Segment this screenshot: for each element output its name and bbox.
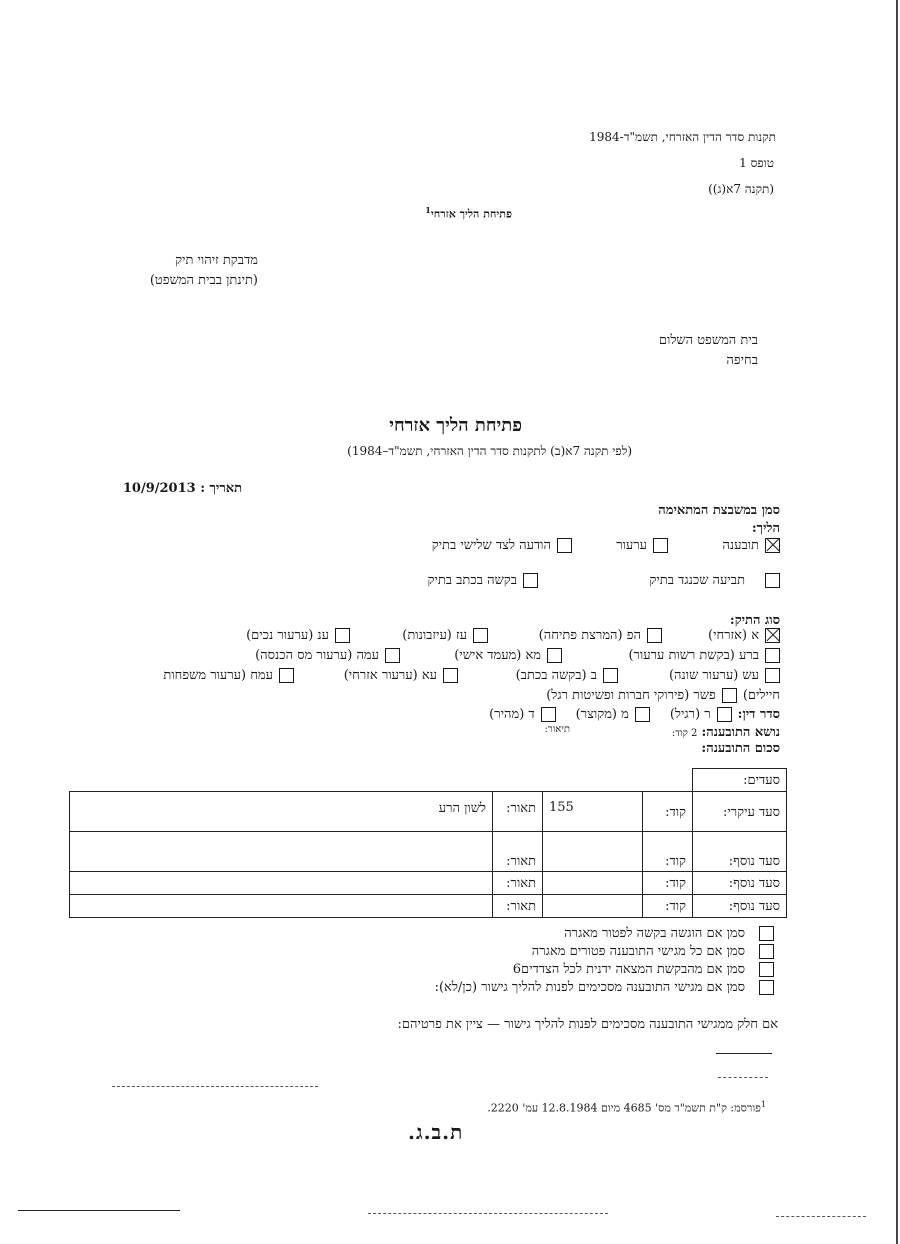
mediation-consent-checkbox[interactable]	[759, 980, 774, 995]
case-type-personal-status-checkbox[interactable]	[547, 648, 562, 663]
mediation-consent-option[interactable]	[435, 979, 774, 995]
publisher-logo-text: ת.ב.ג.	[408, 1120, 464, 1144]
all-exempt-label: סמן אם כל מגישי התובענה פטורים מאגרה	[531, 944, 745, 959]
table-row	[70, 792, 787, 832]
case-type-civil-appeal-label: עא (ערעור אזרחי)	[343, 668, 437, 683]
small-title-text: פתיחת הליך אזרחי	[430, 207, 512, 221]
mediation-consent-label: סמן אם מגישי התובענה מסכימים לפנות להליך גישור (כן/לא):	[434, 980, 745, 995]
ground-desc-label: תאור:	[493, 895, 543, 918]
ground-desc-value[interactable]	[70, 895, 493, 918]
ground-code-value[interactable]	[543, 872, 643, 895]
procedure-label: סדר דין:	[737, 707, 780, 722]
ground-desc-label: תאור:	[493, 832, 543, 872]
subject-row	[672, 724, 780, 740]
amount-label: סכום התובענה:	[701, 741, 780, 756]
subject-label: נושא התובענה:	[701, 725, 780, 740]
scan-edge	[896, 0, 898, 1244]
footnote-text: פורסמ: ק"ת תשמ"ד מס' 4685 מיום 12.8.1984 עמ' 2220.	[487, 1101, 761, 1115]
case-type-leave-appeal-label: ברע (בקשת רשות ערעור)	[628, 648, 759, 663]
case-type-income-tax-appeal-checkbox[interactable]	[385, 648, 400, 663]
manual-service-label: סמן אם מהבקשת המצאה ידנית לכל הצדדים6	[512, 962, 745, 977]
case-type-disabled-appeal-checkbox[interactable]	[335, 628, 350, 643]
fill-line-dashed	[718, 1077, 768, 1078]
sticker-label: מדבקת זיהוי תיק	[175, 253, 258, 268]
page-subtitle: (לפי תקנה 7א(ב) לתקנות סדר הדין האזרחי, תשמ"ד–1984)	[347, 444, 632, 458]
grounds-table	[69, 768, 787, 918]
procedure-summary-label: מ (מקוצר)	[575, 707, 629, 722]
proceeding-claim-option[interactable]	[722, 537, 780, 553]
subject-code-label: 2 קוד:	[671, 728, 698, 739]
procedure-summary-checkbox[interactable]	[635, 707, 650, 722]
subject-description-label: תיאור:	[544, 724, 570, 735]
publisher-logo	[408, 1120, 463, 1145]
proceeding-appeal-checkbox[interactable]	[653, 538, 668, 553]
proceeding-appeal-label: ערעור	[616, 538, 647, 553]
manual-service-checkbox[interactable]	[759, 962, 774, 977]
mediation-note: אם חלק ממגישי התובענה מסכימים לפנות להליך גישור — ציין את פרטיהם:	[397, 1017, 778, 1032]
regulation-line: תקנות סדר הדין האזרחי, תשמ"ד-1984	[589, 130, 776, 144]
procedure-fast-label: ד (מהיר)	[489, 707, 535, 722]
footnote-mark: 1	[760, 1100, 766, 1109]
proceeding-appeal-option[interactable]	[616, 537, 668, 553]
ground-kind: סעד עיקרי:	[693, 792, 787, 832]
small-title	[425, 205, 512, 221]
case-type-disabled-appeal-label: ענ (ערעור נכים)	[246, 628, 329, 643]
form-number: טופס 1	[739, 156, 774, 170]
case-type-civil-appeal-checkbox[interactable]	[443, 668, 458, 683]
footnote	[487, 1100, 766, 1115]
table-row	[70, 895, 787, 918]
ground-code-value[interactable]	[543, 895, 643, 918]
case-type-written-request-option[interactable]	[516, 667, 618, 683]
procedure-fast-checkbox[interactable]	[541, 707, 556, 722]
regulation-ref: (תקנה 7א(ג))	[708, 182, 774, 196]
separator-line	[112, 1086, 318, 1087]
ground-desc-value[interactable]: לשון הרע	[70, 792, 493, 832]
ground-kind: סעד נוסף:	[693, 832, 787, 872]
ground-code-label: קוד:	[643, 872, 693, 895]
manual-service-option[interactable]	[513, 961, 774, 977]
procedure-regular-checkbox[interactable]	[717, 707, 732, 722]
proceeding-written-request-label: בקשה בכתב בתיק	[427, 573, 517, 588]
case-type-liquidation-label: פשר (פירוקי חברות ופשיטות רגל)	[546, 688, 716, 703]
ground-kind: סעד נוסף:	[693, 895, 787, 918]
ground-kind: סעד נוסף:	[693, 872, 787, 895]
proceeding-third-party-checkbox[interactable]	[557, 538, 572, 553]
date-row	[123, 480, 242, 496]
bottom-edge-line	[18, 1210, 180, 1211]
case-type-written-request-checkbox[interactable]	[603, 668, 618, 683]
case-type-civil-option[interactable]	[708, 627, 780, 643]
fee-exemption-request-checkbox[interactable]	[759, 926, 774, 941]
case-type-liquidation-checkbox[interactable]	[722, 688, 737, 703]
proceeding-written-request-checkbox[interactable]	[523, 573, 538, 588]
date-label: תאריך :	[200, 481, 242, 496]
case-type-civil-checkbox[interactable]	[765, 628, 780, 643]
table-row	[70, 832, 787, 872]
fee-exemption-request-option[interactable]	[564, 925, 774, 941]
small-title-footnote-mark: 1	[425, 205, 431, 215]
case-type-estates-checkbox[interactable]	[473, 628, 488, 643]
ground-desc-label: תאור:	[493, 792, 543, 832]
case-type-label: סוג התיק:	[729, 613, 780, 628]
proceeding-third-party-label: הודעה לצד שלישי בתיק	[431, 538, 551, 553]
case-type-leave-appeal-option[interactable]	[628, 647, 780, 663]
grounds-header: סעדים:	[693, 769, 787, 792]
ground-desc-value[interactable]	[70, 832, 493, 872]
fill-line	[716, 1053, 772, 1054]
proceeding-claim-checkbox[interactable]	[765, 538, 780, 553]
case-type-families-appeal-label: עמח (ערעור משפחות	[163, 668, 273, 683]
case-type-personal-status-option[interactable]	[454, 647, 562, 663]
case-type-disabled-appeal-option[interactable]	[246, 627, 350, 643]
case-type-misc-appeal-label: עש (ערעור שונה)	[668, 668, 759, 683]
proceeding-third-party-option[interactable]	[432, 537, 572, 553]
case-type-soldiers-option[interactable]	[546, 687, 780, 703]
ground-desc-label: תאור:	[493, 872, 543, 895]
ground-code-label: קוד:	[643, 895, 693, 918]
case-type-soldiers-label: חיילים)	[742, 688, 780, 703]
ground-desc-value[interactable]	[70, 872, 493, 895]
table-row	[70, 872, 787, 895]
fee-exemption-request-label: סמן אם הוגשה בקשה לפטור מאגרה	[564, 926, 745, 941]
proceeding-claim-label: תובענה	[722, 538, 759, 553]
case-type-leave-appeal-checkbox[interactable]	[765, 648, 780, 663]
case-type-estates-option[interactable]	[402, 627, 488, 643]
ground-code-label: קוד:	[643, 832, 693, 872]
sticker-note: (תינתן בבית המשפט)	[149, 273, 258, 288]
all-exempt-checkbox[interactable]	[759, 944, 774, 959]
case-type-civil-label: א (אזרחי)	[708, 628, 759, 643]
ground-code-value[interactable]	[543, 832, 643, 872]
case-type-written-request-label: ב (בקשה בכתב)	[515, 668, 597, 683]
case-type-income-tax-appeal-option[interactable]	[255, 647, 400, 663]
proceeding-written-request-option[interactable]	[427, 572, 538, 588]
case-type-originating-motion-label: הפ (המרצת פתיחה)	[538, 628, 641, 643]
court-city: בחיפה	[726, 353, 758, 368]
proceeding-counterclaim-label: תביעה שכנגד בתיק	[649, 573, 745, 588]
grounds-header-spacer	[70, 769, 693, 792]
bottom-edge-dashed	[368, 1213, 608, 1214]
proceeding-label: הליך:	[751, 521, 780, 536]
bottom-edge-dashed-right	[776, 1216, 866, 1217]
proceeding-counterclaim-checkbox[interactable]	[765, 573, 780, 588]
case-type-originating-motion-checkbox[interactable]	[647, 628, 662, 643]
all-exempt-option[interactable]	[532, 943, 774, 959]
case-type-families-appeal-option[interactable]	[163, 667, 294, 683]
page-title: פתיחת הליך אזרחי	[389, 415, 522, 436]
case-type-income-tax-appeal-label: עמה (ערעור מס הכנסה)	[255, 648, 379, 663]
procedure-regular-label: ר (רגיל)	[669, 707, 711, 722]
proceeding-counterclaim-option[interactable]	[649, 572, 780, 588]
case-type-originating-motion-option[interactable]	[539, 627, 662, 643]
case-type-estates-label: עז (עיזבונות)	[402, 628, 467, 643]
ground-code-label: קוד:	[643, 792, 693, 832]
procedure-row	[489, 706, 780, 722]
grounds-header-row	[70, 769, 787, 792]
case-type-families-appeal-checkbox[interactable]	[279, 668, 294, 683]
ground-code-value[interactable]: 155	[543, 792, 643, 832]
case-type-civil-appeal-option[interactable]	[344, 667, 458, 683]
court-name: בית המשפט השלום	[658, 333, 758, 348]
case-type-misc-appeal-option[interactable]	[669, 667, 780, 683]
date-value: 10/9/2013	[122, 481, 196, 496]
mark-box-instruction: סמן במשבצת המתאימה	[658, 503, 780, 518]
case-type-personal-status-label: מא (מעמד אישי)	[454, 648, 541, 663]
case-type-misc-appeal-checkbox[interactable]	[765, 668, 780, 683]
